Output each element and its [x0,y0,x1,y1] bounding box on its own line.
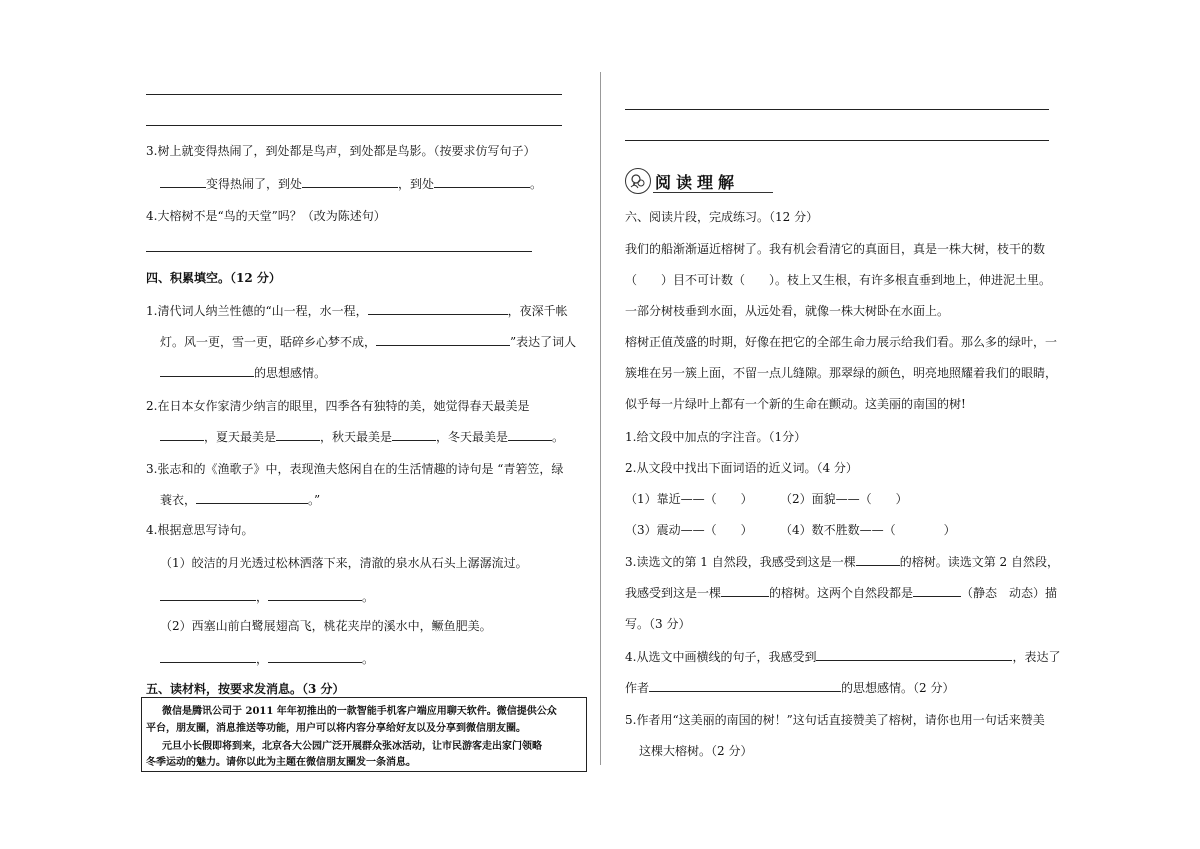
text: 。 [552,430,565,444]
blank[interactable] [160,589,256,601]
text: ，夏天最美是 [204,430,277,444]
material-box [141,697,587,772]
question-4-prompt: 4.大榕树不是“鸟的天堂”吗？（改为陈述句） [146,209,386,223]
text: ， [256,652,269,666]
blank[interactable] [160,365,254,377]
material-line: 冬季运动的魅力。请你以此为主题在微信朋友圈发一条消息。 [146,757,416,768]
text: ，夜深千帐 [507,304,568,318]
material-line: 微信是腾讯公司于 2011 年年初推出的一款智能手机客户端应用聊天软件。微信提供公众 [162,706,557,717]
synonym-4: （4）数不胜数——（ ） [780,523,956,537]
text: 蓑衣， [160,493,197,507]
item-4-2-cont [160,428,564,445]
question-6-3-cont [625,584,1057,601]
reading-heading-label: 阅读理解 [655,173,740,192]
text: 4.从选文中画横线的句子，我感受到 [625,650,817,664]
question-3-fill [160,175,542,192]
text: 灯。风一更，雪一更，聒碎乡心梦不成， [160,335,377,349]
text: 的思想感情。 [254,366,327,380]
passage-line: 榕树正值茂盛的时期，好像在把它的全部生命力展示给我们看。那么多的绿叶，一 [625,335,1058,349]
section-4-title: 四、积累填空。（12 分） [146,271,281,285]
passage-line: 簇堆在另一簇上面，不留一点儿缝隙。那翠绿的颜色，明亮地照耀着我们的眼睛， [625,366,1058,380]
question-6-4 [625,648,1060,665]
text: ，秋天最美是 [320,430,393,444]
blank[interactable] [160,176,206,188]
blank[interactable] [376,334,510,346]
text: ，到处 [398,177,435,191]
text: 的思想感情。（2 分） [841,681,955,695]
section-5-title: 五、读材料，按要求发消息。（3 分） [146,682,345,696]
reading-heading [625,166,775,196]
flower-icon [626,169,650,193]
item-4-4-s2: （2）西塞山前白鹭展翅高飞，桃花夹岸的溪水中，鳜鱼肥美。 [160,619,492,633]
blank[interactable] [302,176,398,188]
item-4-1 [146,302,568,319]
passage-line: （ ）目不可计数（ ）。枝上又生根，有许多根直垂到地上，伸进泥土里。 [625,273,1052,287]
question-3-prompt: 3.树上就变得热闹了，到处都是鸟声，到处都是鸟影。（按要求仿写句子） [146,144,536,158]
question-6-5-cont: 这棵大榕树。（2 分） [639,744,753,758]
text: 3.读选文的第 1 自然段，我感受到这是一棵 [625,555,856,569]
synonym-2: （2）面貌——（ ） [780,492,908,506]
blank[interactable] [856,554,900,566]
blank[interactable] [276,429,320,441]
synonym-1: （1）靠近——（ ） [625,492,753,506]
question-6-1: 1.给文段中加点的字注音。（1分） [625,430,807,444]
blank[interactable] [160,651,256,663]
text: ，表达了 [1012,650,1061,664]
text: 作者 [625,681,650,695]
question-6-3 [625,553,1059,570]
item-4-4-s1-answer [160,588,374,605]
blank[interactable] [508,429,552,441]
section-6-title: 六、阅读片段，完成练习。（12 分） [625,210,819,224]
item-4-2: 2.在日本女作家清少纳言的眼里，四季各有独特的美，她觉得春天最美是 [146,399,530,413]
text: ”表达了词人 [510,335,577,349]
blank[interactable] [268,651,362,663]
text: 。 [362,590,375,604]
text: ，冬天最美是 [436,430,509,444]
blank[interactable] [816,649,1012,661]
blank[interactable] [649,680,841,692]
column-divider [600,72,601,765]
passage-line: 我们的船渐渐逼近榕树了。我有机会看清它的真面目，真是一株大树，枝干的数 [625,242,1046,256]
text: 我感受到这是一棵 [625,586,722,600]
text: 。” [308,493,321,507]
answer-line[interactable] [625,140,1049,141]
material-line: 平台，朋友圈，消息推送等功能，用户可以将内容分享给好友以及分享到微信朋友圈。 [146,723,526,734]
material-line: 元旦小长假即将到来，北京各大公园广泛开展群众张冰活动，让市民游客走出家门领略 [162,741,542,752]
text: （静态 动态）描 [961,586,1058,600]
answer-line[interactable] [146,125,562,126]
answer-line[interactable] [146,94,562,95]
text: 变得热闹了，到处 [206,177,303,191]
heading-underline [653,192,773,193]
item-4-3-cont [160,491,320,508]
text: 。 [362,652,375,666]
question-6-2: 2.从文段中找出下面词语的近义词。（4 分） [625,461,858,475]
text: 的榕树。读选文第 2 自然段， [899,555,1059,569]
answer-line[interactable] [625,109,1049,110]
question-6-5: 5.作者用“这美丽的南国的树！”这句话直接赞美了榕树，请你也用一句话来赞美 [625,713,1045,727]
blank[interactable] [721,585,769,597]
blank[interactable] [160,429,204,441]
blank[interactable] [392,429,436,441]
passage-line: 一部分树枝垂到水面，从远处看，就像一株大树卧在水面上。 [625,304,950,318]
blank[interactable] [268,589,362,601]
reading-badge-icon [625,168,651,194]
item-4-4: 4.根据意思写诗句。 [146,523,254,537]
text: 的榕树。这两个自然段都是 [769,586,914,600]
text: 1.清代词人纳兰性德的“山一程，水一程， [146,304,368,318]
question-6-4-cont [625,679,954,696]
text: 。 [530,177,543,191]
item-4-4-s2-answer [160,650,374,667]
answer-line[interactable] [146,251,532,252]
item-4-3: 3.张志和的《渔歌子》中，表现渔夫悠闲自在的生活情趣的诗句是 “青箬笠，绿 [146,462,564,476]
item-4-4-s1: （1）皎洁的月光透过松林洒落下来，清澈的泉水从石头上潺潺流过。 [160,556,528,570]
item-4-1-end [160,364,326,381]
blank[interactable] [913,585,961,597]
blank[interactable] [196,492,308,504]
item-4-1-cont [160,333,576,350]
blank[interactable] [368,303,508,315]
question-6-3-end: 写。（3 分） [625,617,691,631]
blank[interactable] [434,176,530,188]
synonym-3: （3）震动——（ ） [625,523,753,537]
text: ， [256,590,269,604]
passage-line: 似乎每一片绿叶上都有一个新的生命在颤动。这美丽的南国的树! [625,397,966,411]
